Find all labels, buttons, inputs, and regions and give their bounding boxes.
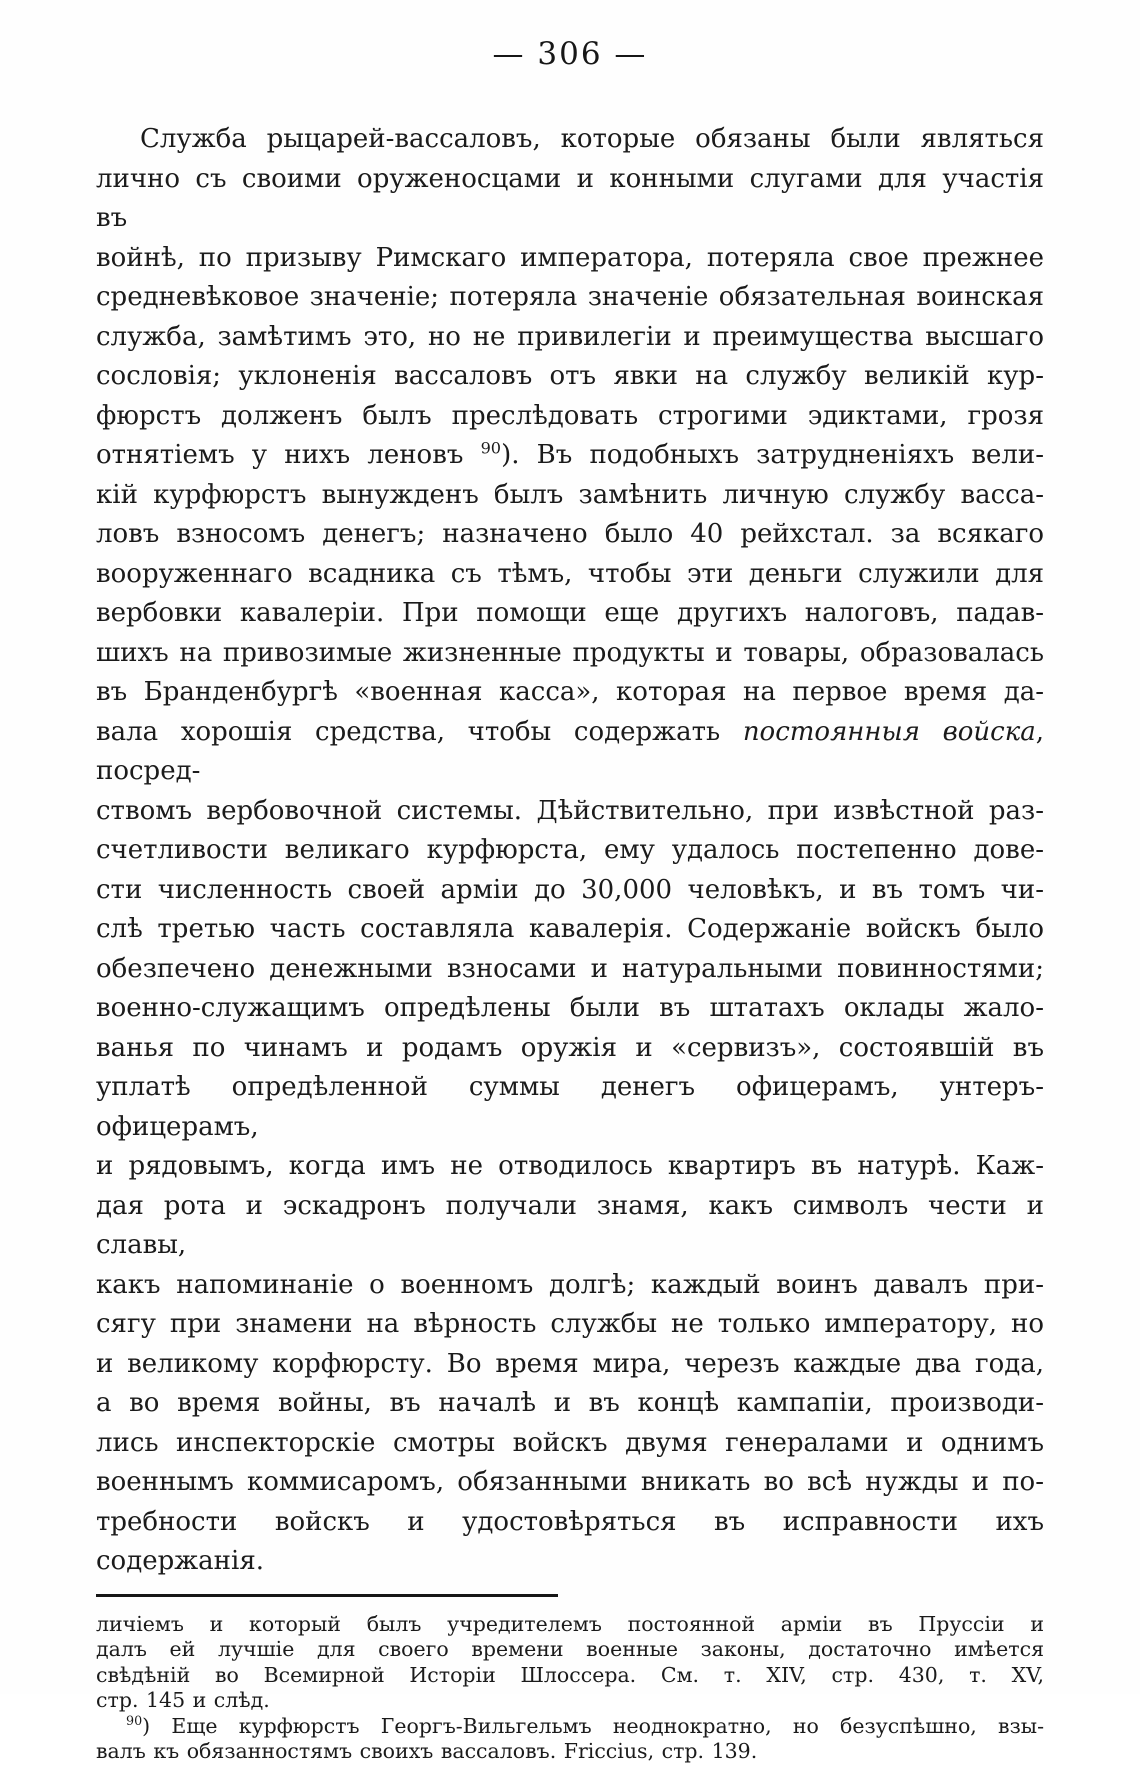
body-text-line (96, 1463, 1044, 1503)
text-segment: какъ напоминаніе о военномъ долгѣ; каждый воинъ давалъ при- (96, 1269, 1044, 1300)
text-segment: отнятіемъ у нихъ леновъ (96, 440, 481, 470)
body-text-line (96, 1029, 1044, 1069)
footnote-line (96, 1612, 1044, 1638)
text-segment: войнѣ, по призыву Римскаго императора, потеряла свое прежнее (96, 242, 1044, 273)
body-text-line (96, 436, 1044, 476)
text-segment: ). Въ подобныхъ затрудненіяхъ вели- (501, 440, 1044, 470)
text-segment: , посред- (96, 716, 1045, 786)
body-text-line (96, 831, 1044, 871)
text-segment: служба, замѣтимъ это, но не привилегіи и преимущества высшаго (96, 321, 1044, 352)
footnote-line (96, 1714, 1044, 1740)
footnote-marker: 90 (480, 438, 502, 458)
body-text-line (96, 318, 1044, 358)
text-segment: сословія; уклоненія вассаловъ отъ явки на службу великій кур- (96, 361, 1044, 391)
body-text-line (96, 673, 1044, 713)
footnote-line (96, 1663, 1044, 1689)
text-segment: военнымъ коммисаромъ, обязанными вникать во всѣ нужды и по- (96, 1467, 1044, 1497)
text-segment: вала хорошія средства, чтобы содержать (96, 716, 743, 747)
text-segment: валъ къ обязанностямъ своихъ вассаловъ. Friccius, стр. 139. (96, 1739, 758, 1763)
body-text-line (96, 1187, 1044, 1266)
body-text-line (96, 634, 1044, 674)
footnote-marker: 90 (126, 1712, 143, 1728)
body-text-line (96, 1424, 1044, 1464)
body-text-line (96, 1147, 1044, 1187)
page-number: — 306 — (492, 36, 648, 72)
body-text-line (96, 515, 1044, 555)
body-text-line (96, 357, 1044, 397)
text-segment: дая рота и эскадронъ получали знамя, какъ символъ чести и славы, (96, 1190, 1044, 1260)
text-segment: требности войскъ и удостовѣряться въ исправности ихъ содержанія. (96, 1506, 1044, 1576)
text-segment: ванья по чинамъ и родамъ оружія и «сервизъ», состоявшій въ (96, 1032, 1044, 1063)
text-segment: лись инспекторскіе смотры войскъ двумя генералами и однимъ (96, 1427, 1044, 1458)
text-segment: стр. 145 и слѣд. (96, 1688, 270, 1712)
text-segment: фюрстъ долженъ былъ преслѣдовать строгими эдиктами, грозя (96, 400, 1044, 431)
footnote-separator (96, 1594, 558, 1597)
body-text-line (96, 1503, 1044, 1582)
body-text-line (96, 278, 1044, 318)
footnotes (96, 1612, 1044, 1765)
text-segment: кій курфюрстъ вынужденъ былъ замѣнить личную службу васса- (96, 479, 1044, 510)
footnote-line (96, 1637, 1044, 1663)
text-segment: Служба рыцарей-вассаловъ, которые обязаны были являться (140, 124, 1044, 154)
footnote-line (96, 1739, 1044, 1765)
text-segment: личіемъ и который былъ учредителемъ постоянной арміи въ Пруссіи и (96, 1611, 1044, 1636)
text-segment: сягу при знамени на вѣрность службы не только императору, но (96, 1309, 1044, 1339)
text-segment: ) Еще курфюрстъ Георгъ-Вильгельмъ неоднократно, но безуспѣшно, взы- (142, 1713, 1044, 1738)
text-segment: вербовки кавалеріи. При помощи еще другихъ налоговъ, падав- (96, 598, 1044, 628)
body-text-line (96, 1266, 1044, 1306)
text-segment: счетливости великаго курфюрста, ему удалось постепенно дове- (96, 835, 1044, 865)
body-text-line (96, 910, 1044, 950)
text-segment: и рядовымъ, когда имъ не отводилось квартиръ въ натурѣ. Каж- (96, 1151, 1044, 1181)
footnote-line (96, 1688, 1044, 1714)
text-segment: военно-служащимъ опредѣлены были въ штатахъ оклады жало- (96, 993, 1044, 1023)
text-segment: вооруженнаго всадника съ тѣмъ, чтобы эти деньги служили для (96, 558, 1044, 589)
body-text-line (96, 239, 1044, 279)
text-segment: уплатѣ опредѣленной суммы денегъ офицерамъ, унтеръ-офицерамъ, (96, 1072, 1044, 1142)
text-segment: и великому корфюрсту. Во время мира, черезъ каждые два года, (96, 1348, 1044, 1379)
text-segment: лично съ своими оруженосцами и конными слугами для участія въ (96, 163, 1044, 233)
body-text-line (96, 120, 1044, 160)
body-text-line (96, 1384, 1044, 1424)
body-text-line (96, 555, 1044, 595)
text-column (96, 0, 1044, 1765)
text-segment: ловъ взносомъ денегъ; назначено было 40 рейхстал. за всякаго (96, 519, 1044, 549)
italic-phrase: постоянныя войска (742, 716, 1036, 747)
text-segment: слѣ третью часть составляла кавалерія. Содержаніе войскъ было (96, 914, 1044, 944)
body-text-line (96, 792, 1044, 832)
text-segment: а во время войны, въ началѣ и въ концѣ кампапіи, производи- (96, 1388, 1044, 1418)
text-segment: ствомъ вербовочной системы. Дѣйствительно, при извѣстной раз- (96, 795, 1044, 826)
body-text-line (96, 950, 1044, 990)
text-segment: сти численность своей арміи до 30,000 человѣкъ, и въ томъ чи- (96, 874, 1044, 905)
text-segment: въ Бранденбургѣ «военная касса», которая на первое время да- (96, 677, 1044, 707)
body-text-line (96, 1305, 1044, 1345)
body-text-line (96, 989, 1044, 1029)
body-text-line (96, 1068, 1044, 1147)
text-segment: свѣдѣній во Всемирной Исторіи Шлоссера. См. т. XIV, стр. 430, т. XV, (96, 1662, 1044, 1687)
text-segment: далъ ей лучшіе для своего времени военные законы, достаточно имѣется (96, 1637, 1044, 1661)
text-segment: средневѣковое значеніе; потеряла значеніе обязательная воинская (96, 282, 1044, 312)
body-text-line (96, 397, 1044, 437)
body-text-line (96, 1345, 1044, 1385)
body-text (96, 120, 1044, 1582)
body-text-line (96, 594, 1044, 634)
body-text-line (96, 160, 1044, 239)
text-segment: обезпечено денежными взносами и натуральными повинностями; (96, 953, 1044, 984)
text-segment: шихъ на привозимые жизненные продукты и товары, образовалась (96, 637, 1044, 668)
body-text-line (96, 713, 1044, 792)
body-text-line (96, 871, 1044, 911)
body-text-line (96, 476, 1044, 516)
